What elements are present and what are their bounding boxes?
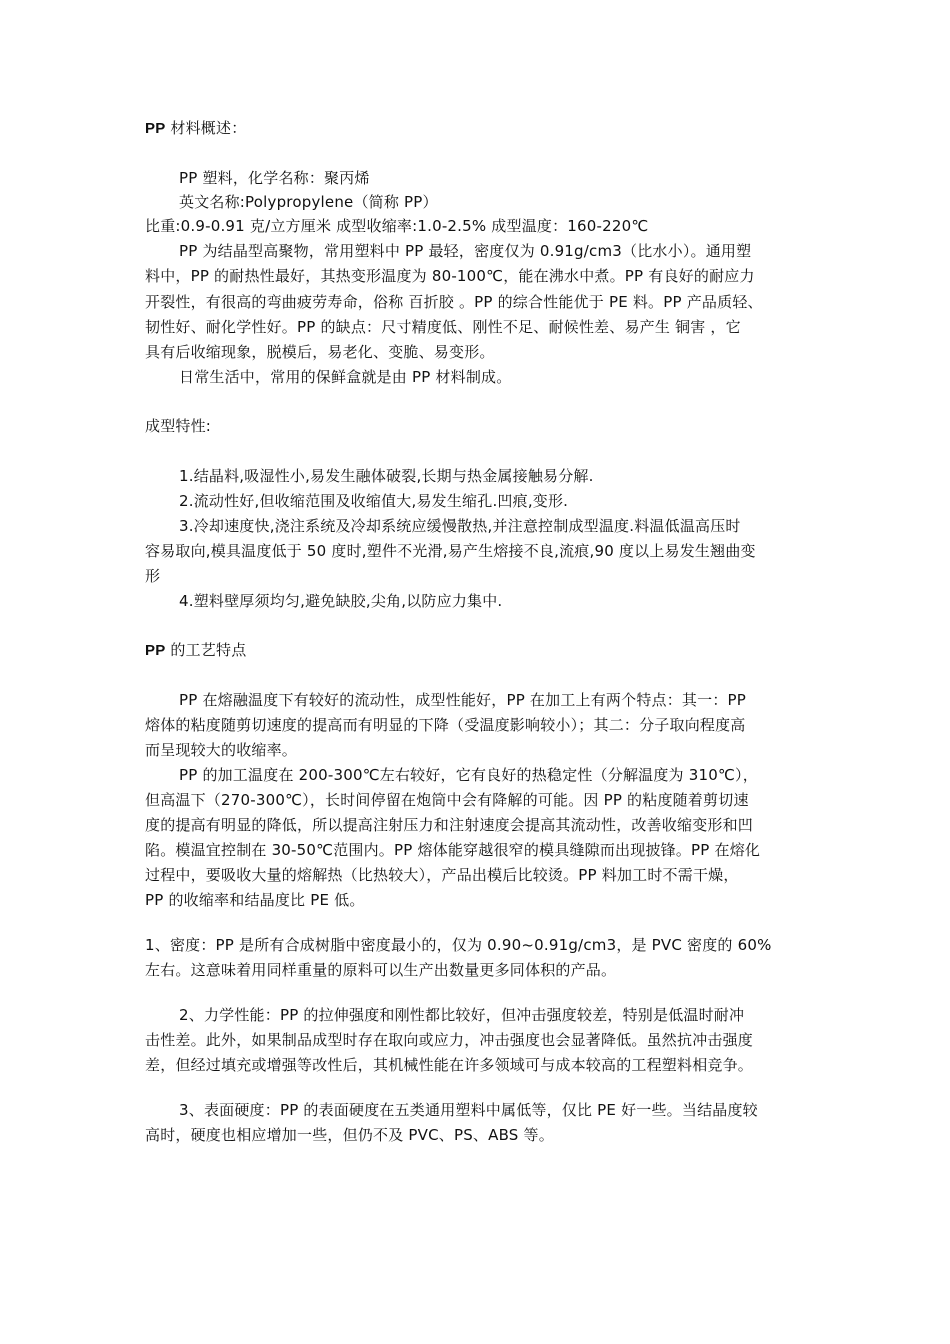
paragraph-line: 而呈现较大的收缩率。 (145, 741, 298, 759)
paragraph-line: 1、密度：PP 是所有合成树脂中密度最小的，仅为 0.90~0.91g/cm3，是 PVC 密度的 60% (145, 936, 772, 954)
paragraph-line: 过程中，要吸收大量的熔解热（比热较大），产品出模后比较烫。PP 料加工时不需干燥， (145, 866, 739, 884)
paragraph-line: 韧性好、耐化学性好。PP 的缺点：尺寸精度低、刚性不足、耐候性差、易产生 铜害 ，它 (145, 318, 741, 336)
paragraph-line: 差，但经过填充或增强等改性后，其机械性能在许多领域可与成本较高的工程塑料相竞争。 (145, 1056, 754, 1074)
paragraph-line: 具有后收缩现象，脱模后，易老化、变脆、易变形。 (145, 343, 495, 361)
paragraph-line: 3、表面硬度：PP 的表面硬度在五类通用塑料中属低等，仅比 PE 好一些。当结晶度较 (179, 1101, 758, 1119)
paragraph-line: PP 在熔融温度下有较好的流动性，成型性能好，PP 在加工上有两个特点：其一：PP (179, 691, 747, 709)
heading-bold-text: PP (145, 120, 166, 137)
list-item: 2.流动性好,但收缩范围及收缩值大,易发生缩孔.凹痕,变形. (179, 492, 569, 510)
list-item: 4.塑料壁厚须均匀,避免缺胶,尖角,以防应力集中. (179, 592, 503, 610)
paragraph-line: 陷。模温宜控制在 30-50℃范围内。PP 熔体能穿越很窄的模具缝隙而出现披锋。PP 在熔化 (145, 841, 761, 859)
paragraph-line: 度的提高有明显的降低，所以提高注射压力和注射速度会提高其流动性，改善收缩变形和凹 (145, 816, 754, 834)
paragraph-line: 高时，硬度也相应增加一些，但仍不及 PVC、PS、ABS 等。 (145, 1126, 554, 1144)
list-item: 1.结晶料,吸湿性小,易发生融体破裂,长期与热金属接触易分解. (179, 467, 594, 485)
paragraph-line: 比重:0.9-0.91 克/立方厘米 成型收缩率:1.0-2.5% 成型温度：160-220℃ (145, 217, 649, 235)
paragraph-line: 2、力学性能：PP 的拉伸强度和刚性都比较好，但冲击强度较差，特别是低温时耐冲 (179, 1006, 745, 1024)
paragraph-line: PP 的加工温度在 200-300℃左右较好，它有良好的热稳定性（分解温度为 310℃）， (179, 766, 758, 784)
paragraph-line: PP 塑料，化学名称：聚丙烯 (179, 169, 370, 187)
paragraph-line: 熔体的粘度随剪切速度的提高而有明显的下降（受温度影响较小）；其二：分子取向程度高 (145, 716, 746, 734)
heading-text: 的工艺特点 (165, 641, 247, 659)
paragraph-line: 左右。这意味着用同样重量的原料可以生产出数量更多同体积的产品。 (145, 961, 617, 979)
list-item-continuation: 容易取向,模具温度低于 50 度时,塑件不光滑,易产生熔接不良,流痕,90 度以上易发生翘曲变 (145, 542, 756, 560)
paragraph-line: 但高温下（270-300℃），长时间停留在炮筒中会有降解的可能。因 PP 的粘度随着剪切速 (145, 791, 749, 809)
paragraph-line: PP 的收缩率和结晶度比 PE 低。 (145, 891, 365, 909)
paragraph-line: 料中，PP 的耐热性最好，其热变形温度为 80-100℃，能在沸水中煮。PP 有良好的耐应力 (145, 267, 755, 285)
paragraph-line: PP 为结晶型高聚物，常用塑料中 PP 最轻，密度仅为 0.91g/cm3（比水小）。通用塑 (179, 242, 752, 260)
section-heading-process (145, 640, 246, 661)
section-heading-molding: 成型特性: (145, 417, 212, 435)
heading-text: 材料概述： (165, 119, 247, 137)
paragraph-line: 英文名称:Polypropylene（简称 PP） (179, 193, 438, 211)
section-heading-overview (145, 118, 246, 139)
list-item: 3.冷却速度快,浇注系统及冷却系统应缓慢散热,并注意控制成型温度.料温低温高压时 (179, 517, 741, 535)
heading-bold-text: PP (145, 642, 166, 659)
paragraph-line: 开裂性，有很高的弯曲疲劳寿命，俗称 百折胶 。PP 的综合性能优于 PE 料。PP 产品质轻、 (145, 293, 763, 311)
paragraph-line: 击性差。此外，如果制品成型时存在取向或应力，冲击强度也会显著降低。虽然抗冲击强度 (145, 1031, 754, 1049)
paragraph-line: 日常生活中，常用的保鲜盒就是由 PP 材料制成。 (179, 368, 512, 386)
list-item-continuation: 形 (145, 567, 161, 585)
